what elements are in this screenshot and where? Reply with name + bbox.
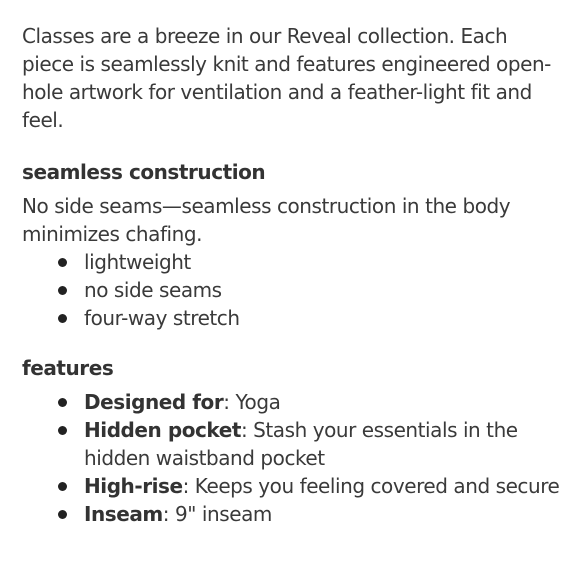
- seamless-description: No side seams—seamless construction in the body minimizes chafing.: [22, 194, 511, 246]
- feature-separator: :: [182, 474, 195, 498]
- feature-name: High-rise: [84, 474, 183, 498]
- feature-name: Designed for: [84, 390, 224, 414]
- list-item: [22, 304, 562, 332]
- bullet-icon: [58, 398, 67, 407]
- features-heading: features: [22, 356, 114, 380]
- list-item: [22, 500, 562, 528]
- product-description: [22, 22, 562, 528]
- bullet-icon: [58, 510, 67, 519]
- bullet-text: no side seams: [84, 278, 222, 302]
- seamless-construction-heading: seamless construction: [22, 160, 266, 184]
- list-item: [22, 388, 562, 416]
- feature-name: Hidden pocket: [84, 418, 241, 442]
- seamless-bullet-list: [22, 248, 562, 332]
- feature-value: 9" inseam: [175, 502, 272, 526]
- feature-value: Yoga: [235, 390, 281, 414]
- intro-paragraph: Classes are a breeze in our Reveal collection. Each piece is seamlessly knit and features engineered open-hole artwork for ventilation and a feather-light fit and feel.: [22, 24, 551, 132]
- list-item: [22, 276, 562, 304]
- features-bullet-list: [22, 388, 562, 528]
- feature-separator: :: [223, 390, 236, 414]
- bullet-icon: [58, 258, 67, 267]
- bullet-icon: [58, 314, 67, 323]
- bullet-icon: [58, 426, 67, 435]
- bullet-icon: [58, 286, 67, 295]
- list-item: [22, 472, 562, 500]
- list-item: [22, 416, 562, 472]
- list-item: [22, 248, 562, 276]
- feature-separator: :: [162, 502, 175, 526]
- bullet-text: four-way stretch: [84, 306, 240, 330]
- feature-value: Keeps you feeling covered and secure: [194, 474, 560, 498]
- bullet-icon: [58, 482, 67, 491]
- bullet-text: lightweight: [84, 250, 191, 274]
- feature-separator: :: [240, 418, 254, 442]
- feature-value: Stash your essentials in the hidden waistband pocket: [84, 418, 518, 470]
- feature-name: Inseam: [84, 502, 163, 526]
